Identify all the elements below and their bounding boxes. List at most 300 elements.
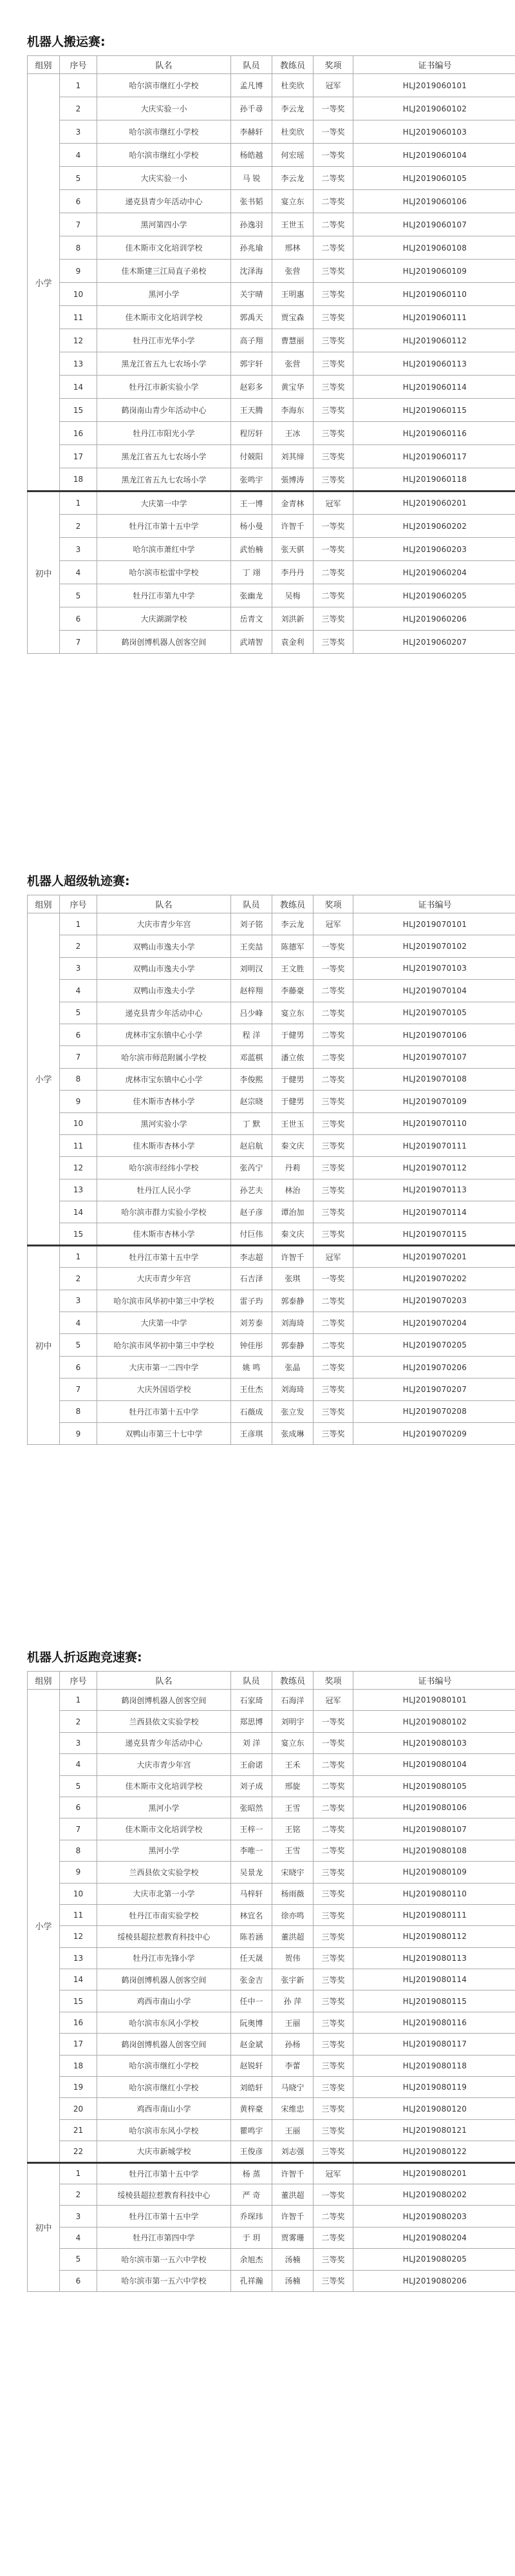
coach: 李蕾: [272, 2055, 314, 2076]
table-row: [28, 283, 515, 306]
coach: 邢旋: [272, 1775, 314, 1797]
award: 三等奖: [314, 1422, 353, 1444]
table-row: [28, 2034, 515, 2055]
row-number: 1: [60, 491, 97, 515]
team-name: 佳木斯市杏林小学: [97, 1091, 231, 1112]
team-name: 佳木斯市杏林小学: [97, 1134, 231, 1156]
table-row: [28, 1422, 515, 1444]
row-number: 5: [60, 2249, 97, 2270]
certificate-number: HLJ2019070207: [353, 1379, 515, 1400]
row-number: 1: [60, 74, 97, 97]
award: 三等奖: [314, 2249, 353, 2270]
column-header: 奖项: [314, 895, 353, 913]
certificate-number: HLJ2019070107: [353, 1046, 515, 1068]
row-number: 13: [60, 1947, 97, 1969]
member: 李志超: [231, 1245, 272, 1267]
coach: 王明惠: [272, 283, 314, 306]
award: 一等奖: [314, 538, 353, 561]
team-name: 哈尔滨市继红小学校: [97, 74, 231, 97]
member: 王彦琪: [231, 1422, 272, 1444]
certificate-number: HLJ2019060106: [353, 190, 515, 213]
certificate-number: HLJ2019060104: [353, 144, 515, 167]
table-row: [28, 2227, 515, 2248]
row-number: 6: [60, 607, 97, 631]
table-row: [28, 1400, 515, 1422]
table-row: [28, 515, 515, 538]
team-name: 哈尔滨市风华初中第三中学校: [97, 1334, 231, 1356]
table-row: [28, 1312, 515, 1334]
certificate-number: HLJ2019060203: [353, 538, 515, 561]
member: 郑思博: [231, 1711, 272, 1732]
member: 刘皓轩: [231, 2077, 272, 2098]
column-header: 证书编号: [353, 1672, 515, 1690]
member: 严 奇: [231, 2184, 272, 2205]
table-row: [28, 2055, 515, 2076]
column-header: 序号: [60, 1672, 97, 1690]
member: 赵宗晓: [231, 1091, 272, 1112]
member: 张书韬: [231, 190, 272, 213]
certificate-number: HLJ2019080121: [353, 2119, 515, 2141]
table-row: [28, 399, 515, 422]
team-name: 大庆市新城学校: [97, 2141, 231, 2162]
row-number: 12: [60, 1157, 97, 1179]
section-title: 机器人折返跑竞速赛:: [27, 1650, 142, 1665]
award: 二等奖: [314, 1002, 353, 1024]
table-row: [28, 2119, 515, 2141]
award: 冠军: [314, 491, 353, 515]
team-name: 大庆市北第一小学: [97, 1883, 231, 1904]
team-name: 大庆实验一小: [97, 167, 231, 190]
certificate-number: HLJ2019070112: [353, 1157, 515, 1179]
certificate-number: HLJ2019060201: [353, 491, 515, 515]
column-header: 队名: [97, 1672, 231, 1690]
member: 阮奥博: [231, 2012, 272, 2033]
row-number: 4: [60, 2227, 97, 2248]
member: 乔琛玮: [231, 2206, 272, 2227]
member: 王梓一: [231, 1818, 272, 1840]
table-row: [28, 980, 515, 1002]
certificate-number: HLJ2019060207: [353, 631, 515, 654]
coach: 王文胜: [272, 957, 314, 979]
row-number: 12: [60, 1926, 97, 1947]
row-number: 2: [60, 1711, 97, 1732]
certificate-number: HLJ2019080102: [353, 1711, 515, 1732]
coach: 李海东: [272, 399, 314, 422]
certificate-number: HLJ2019070206: [353, 1356, 515, 1378]
coach: 宴立东: [272, 190, 314, 213]
row-number: 2: [60, 1268, 97, 1290]
coach: 徐亦鸣: [272, 1904, 314, 1925]
row-number: 18: [60, 468, 97, 491]
row-number: 8: [60, 1840, 97, 1861]
certificate-number: HLJ2019070105: [353, 1002, 515, 1024]
team-name: 佳木斯市文化培训学校: [97, 236, 231, 260]
award: 三等奖: [314, 1091, 353, 1112]
table-row: [28, 422, 515, 445]
team-name: 递克县青少年活动中心: [97, 190, 231, 213]
coach: 杨雨薇: [272, 1883, 314, 1904]
certificate-number: HLJ2019080106: [353, 1797, 515, 1818]
award: 三等奖: [314, 1157, 353, 1179]
team-name: 鹤岗南山青少年活动中心: [97, 399, 231, 422]
certificate-number: HLJ2019080113: [353, 1947, 515, 1969]
award: 三等奖: [314, 1947, 353, 1969]
table-row: [28, 2098, 515, 2119]
certificate-number: HLJ2019080202: [353, 2184, 515, 2205]
row-number: 11: [60, 1134, 97, 1156]
member: 钟佳彤: [231, 1334, 272, 1356]
certificate-number: HLJ2019080103: [353, 1732, 515, 1753]
member: 武靖智: [231, 631, 272, 654]
award: 三等奖: [314, 260, 353, 283]
award: 三等奖: [314, 306, 353, 329]
table-row: [28, 1245, 515, 1267]
team-name: 哈尔滨市东风小学校: [97, 2012, 231, 2033]
row-number: 6: [60, 1024, 97, 1045]
row-number: 8: [60, 1068, 97, 1090]
member: 孙逸羽: [231, 213, 272, 236]
table-row: [28, 2141, 515, 2162]
row-number: 2: [60, 935, 97, 957]
column-header: 组别: [28, 56, 60, 74]
member: 程厉轩: [231, 422, 272, 445]
award: 二等奖: [314, 1290, 353, 1312]
award: 一等奖: [314, 2184, 353, 2205]
coach: 贾雾珊: [272, 2227, 314, 2248]
group-label: 初中: [28, 491, 60, 654]
award: 二等奖: [314, 1797, 353, 1818]
certificate-number: HLJ2019060206: [353, 607, 515, 631]
member: 赵子彦: [231, 1201, 272, 1223]
award: 二等奖: [314, 167, 353, 190]
certificate-number: HLJ2019070101: [353, 913, 515, 935]
table-row: [28, 538, 515, 561]
table-row: [28, 1002, 515, 1024]
coach: 贾宝森: [272, 306, 314, 329]
table-row: [28, 1223, 515, 1245]
table-row: [28, 445, 515, 468]
award: 二等奖: [314, 1840, 353, 1861]
table-row: [28, 190, 515, 213]
award: 二等奖: [314, 190, 353, 213]
team-name: 鹤岗创博机器人创客空间: [97, 1969, 231, 1990]
certificate-number: HLJ2019060114: [353, 376, 515, 399]
row-number: 7: [60, 1818, 97, 1840]
team-name: 哈尔滨市继红小学校: [97, 2055, 231, 2076]
column-header: 奖项: [314, 1672, 353, 1690]
member: 刘子铭: [231, 913, 272, 935]
team-name: 哈尔滨市继红小学校: [97, 2077, 231, 2098]
member: 关宇晴: [231, 283, 272, 306]
table-row: [28, 561, 515, 584]
coach: 宋晓宇: [272, 1862, 314, 1883]
certificate-number: HLJ2019060101: [353, 74, 515, 97]
certificate-number: HLJ2019080111: [353, 1904, 515, 1925]
certificate-number: HLJ2019080112: [353, 1926, 515, 1947]
member: 赵梓翔: [231, 980, 272, 1002]
member: 赵彩多: [231, 376, 272, 399]
coach: 王丽: [272, 2012, 314, 2033]
row-number: 17: [60, 445, 97, 468]
table-row: [28, 167, 515, 190]
team-name: 牡丹江市第九中学: [97, 584, 231, 607]
member: 石吉泽: [231, 1268, 272, 1290]
member: 孙兆瑜: [231, 236, 272, 260]
coach: 秦文庆: [272, 1134, 314, 1156]
team-name: 哈尔滨市东风小学校: [97, 2119, 231, 2141]
member: 付巨伟: [231, 1223, 272, 1245]
certificate-number: HLJ2019080116: [353, 2012, 515, 2033]
member: 马梓轩: [231, 1883, 272, 1904]
table-row: [28, 1818, 515, 1840]
team-name: 哈尔滨市风华初中第三中学校: [97, 1290, 231, 1312]
group-label: 小学: [28, 1690, 60, 2163]
group-label: 初中: [28, 1245, 60, 1445]
team-name: 牡丹江市光华小学: [97, 329, 231, 352]
coach: 于健男: [272, 1024, 314, 1045]
award: 二等奖: [314, 1818, 353, 1840]
coach: 张营: [272, 260, 314, 283]
table-row: [28, 74, 515, 97]
team-name: 鹤岗创博机器人创客空间: [97, 1690, 231, 1711]
coach: 董洪超: [272, 1926, 314, 1947]
table-row: [28, 2184, 515, 2205]
coach: 许智千: [272, 2206, 314, 2227]
team-name: 兰西县依文实验学校: [97, 1711, 231, 1732]
member: 张金吉: [231, 1969, 272, 1990]
coach: 杜奕欣: [272, 120, 314, 144]
table-row: [28, 1754, 515, 1775]
row-number: 16: [60, 422, 97, 445]
award-section: [27, 873, 515, 1445]
award: 三等奖: [314, 1969, 353, 1990]
team-name: 牡丹江市南实验学校: [97, 1904, 231, 1925]
table-row: [28, 1179, 515, 1201]
member: 孔祥瀚: [231, 2270, 272, 2291]
team-name: 大庆外国语学校: [97, 1379, 231, 1400]
member: 岳青文: [231, 607, 272, 631]
team-name: 哈尔滨市经纬小学校: [97, 1157, 231, 1179]
certificate-number: HLJ2019070115: [353, 1223, 515, 1245]
table-row: [28, 352, 515, 376]
coach: 张琪: [272, 1268, 314, 1290]
team-name: 大庆实验一小: [97, 97, 231, 120]
team-name: 大庆市青少年宫: [97, 913, 231, 935]
table-row: [28, 2270, 515, 2291]
team-name: 哈尔滨市继红小学校: [97, 120, 231, 144]
table-row: [28, 913, 515, 935]
member: 张幽龙: [231, 584, 272, 607]
column-header: 教练员: [272, 1672, 314, 1690]
award: 三等奖: [314, 329, 353, 352]
row-number: 7: [60, 1379, 97, 1400]
team-name: 牡丹江市第十五中学: [97, 515, 231, 538]
team-name: 牡丹江市阳光小学: [97, 422, 231, 445]
member: 石薇成: [231, 1400, 272, 1422]
coach: 刘志强: [272, 2141, 314, 2162]
table-row: [28, 468, 515, 491]
certificate-number: HLJ2019080122: [353, 2141, 515, 2162]
member: 邓蓝棋: [231, 1046, 272, 1068]
row-number: 7: [60, 213, 97, 236]
award: 一等奖: [314, 957, 353, 979]
certificate-number: HLJ2019060110: [353, 283, 515, 306]
certificate-number: HLJ2019060205: [353, 584, 515, 607]
coach: 何宏瑶: [272, 144, 314, 167]
row-number: 1: [60, 1690, 97, 1711]
certificate-number: HLJ2019070109: [353, 1091, 515, 1112]
table-row: [28, 1840, 515, 1861]
award: 三等奖: [314, 1112, 353, 1134]
row-number: 5: [60, 584, 97, 607]
row-number: 3: [60, 2206, 97, 2227]
row-number: 7: [60, 631, 97, 654]
award: 三等奖: [314, 1990, 353, 2012]
row-number: 5: [60, 167, 97, 190]
row-number: 3: [60, 538, 97, 561]
row-number: 8: [60, 236, 97, 260]
certificate-number: HLJ2019060107: [353, 213, 515, 236]
member: 杨 蒸: [231, 2162, 272, 2184]
row-number: 21: [60, 2119, 97, 2141]
row-number: 5: [60, 1775, 97, 1797]
row-number: 4: [60, 561, 97, 584]
team-name: 递克县青少年活动中心: [97, 1732, 231, 1753]
award: 二等奖: [314, 236, 353, 260]
certificate-number: HLJ2019070108: [353, 1068, 515, 1090]
certificate-number: HLJ2019070209: [353, 1422, 515, 1444]
column-header: 队员: [231, 56, 272, 74]
row-number: 14: [60, 376, 97, 399]
table-row: [28, 631, 515, 654]
member: 赵锐轩: [231, 2055, 272, 2076]
member: 吕少峰: [231, 1002, 272, 1024]
award: 二等奖: [314, 1046, 353, 1068]
member: 赵启航: [231, 1134, 272, 1156]
member: 王天腾: [231, 399, 272, 422]
certificate-number: HLJ2019070104: [353, 980, 515, 1002]
award: 三等奖: [314, 1904, 353, 1925]
coach: 汤楠: [272, 2270, 314, 2291]
award: 三等奖: [314, 1179, 353, 1201]
row-number: 18: [60, 2055, 97, 2076]
column-header: 奖项: [314, 56, 353, 74]
team-name: 黑河小学: [97, 1797, 231, 1818]
team-name: 黑龙江省五九七农场小学: [97, 445, 231, 468]
award: 三等奖: [314, 1201, 353, 1223]
row-number: 13: [60, 352, 97, 376]
member: 瞿鸣宇: [231, 2119, 272, 2141]
table-row: [28, 213, 515, 236]
row-number: 13: [60, 1179, 97, 1201]
row-number: 4: [60, 980, 97, 1002]
team-name: 大庆第一中学: [97, 491, 231, 515]
award: 冠军: [314, 1690, 353, 1711]
certificate-number: HLJ2019060108: [353, 236, 515, 260]
certificate-number: HLJ2019070102: [353, 935, 515, 957]
column-header: 序号: [60, 56, 97, 74]
team-name: 鹤岗创博机器人创客空间: [97, 2034, 231, 2055]
coach: 王铭: [272, 1818, 314, 1840]
team-name: 牡丹江市第十五中学: [97, 1400, 231, 1422]
row-number: 15: [60, 1223, 97, 1245]
certificate-number: HLJ2019070110: [353, 1112, 515, 1134]
certificate-number: HLJ2019080108: [353, 1840, 515, 1861]
table-row: [28, 1091, 515, 1112]
table-row: [28, 491, 515, 515]
team-name: 哈尔滨市第一五六中学校: [97, 2249, 231, 2270]
team-name: 鸡西市南山小学: [97, 2098, 231, 2119]
column-header: 队名: [97, 56, 231, 74]
table-row: [28, 2162, 515, 2184]
member: 雷子玙: [231, 1290, 272, 1312]
award: 二等奖: [314, 213, 353, 236]
award: 三等奖: [314, 1862, 353, 1883]
certificate-number: HLJ2019060202: [353, 515, 515, 538]
row-number: 10: [60, 1112, 97, 1134]
award: 三等奖: [314, 1883, 353, 1904]
table-row: [28, 306, 515, 329]
coach: 邢林: [272, 236, 314, 260]
award: 三等奖: [314, 376, 353, 399]
certificate-number: HLJ2019060115: [353, 399, 515, 422]
coach: 王世玉: [272, 1112, 314, 1134]
column-header: 证书编号: [353, 895, 515, 913]
member: 李赫轩: [231, 120, 272, 144]
row-number: 6: [60, 2270, 97, 2291]
certificate-number: HLJ2019070103: [353, 957, 515, 979]
table-row: [28, 935, 515, 957]
table-row: [28, 1690, 515, 1711]
team-name: 哈尔滨市群力实验小学校: [97, 1201, 231, 1223]
certificate-number: HLJ2019080115: [353, 1990, 515, 2012]
row-number: 6: [60, 1797, 97, 1818]
team-name: 鸡西市南山小学: [97, 1990, 231, 2012]
award: 三等奖: [314, 2270, 353, 2291]
table-row: [28, 607, 515, 631]
member: 刘子成: [231, 1775, 272, 1797]
certificate-number: HLJ2019070202: [353, 1268, 515, 1290]
certificate-number: HLJ2019080105: [353, 1775, 515, 1797]
member: 孟凡博: [231, 74, 272, 97]
award: 三等奖: [314, 1926, 353, 1947]
row-number: 4: [60, 1312, 97, 1334]
row-number: 1: [60, 1245, 97, 1267]
coach: 王世玉: [272, 213, 314, 236]
award: 三等奖: [314, 1379, 353, 1400]
award: 三等奖: [314, 1134, 353, 1156]
team-name: 佳木斯市文化培训学校: [97, 306, 231, 329]
team-name: 哈尔滨市第一五六中学校: [97, 2270, 231, 2291]
member: 林宜名: [231, 1904, 272, 1925]
row-number: 3: [60, 957, 97, 979]
certificate-number: HLJ2019080118: [353, 2055, 515, 2076]
coach: 张营: [272, 352, 314, 376]
coach: 宋维忠: [272, 2098, 314, 2119]
team-name: 牡丹江市第十五中学: [97, 2206, 231, 2227]
member: 陈若涵: [231, 1926, 272, 1947]
award-section: [27, 1649, 515, 2292]
certificate-number: HLJ2019080107: [353, 1818, 515, 1840]
row-number: 2: [60, 2184, 97, 2205]
member: 刘 洋: [231, 1732, 272, 1753]
award: 三等奖: [314, 1223, 353, 1245]
table-row: [28, 1732, 515, 1753]
team-name: 黑河第四小学: [97, 213, 231, 236]
coach: 孙 萍: [272, 1990, 314, 2012]
team-name: 绥棱县超拉惹教育科技中心: [97, 2184, 231, 2205]
team-name: 哈尔滨市萧红中学: [97, 538, 231, 561]
